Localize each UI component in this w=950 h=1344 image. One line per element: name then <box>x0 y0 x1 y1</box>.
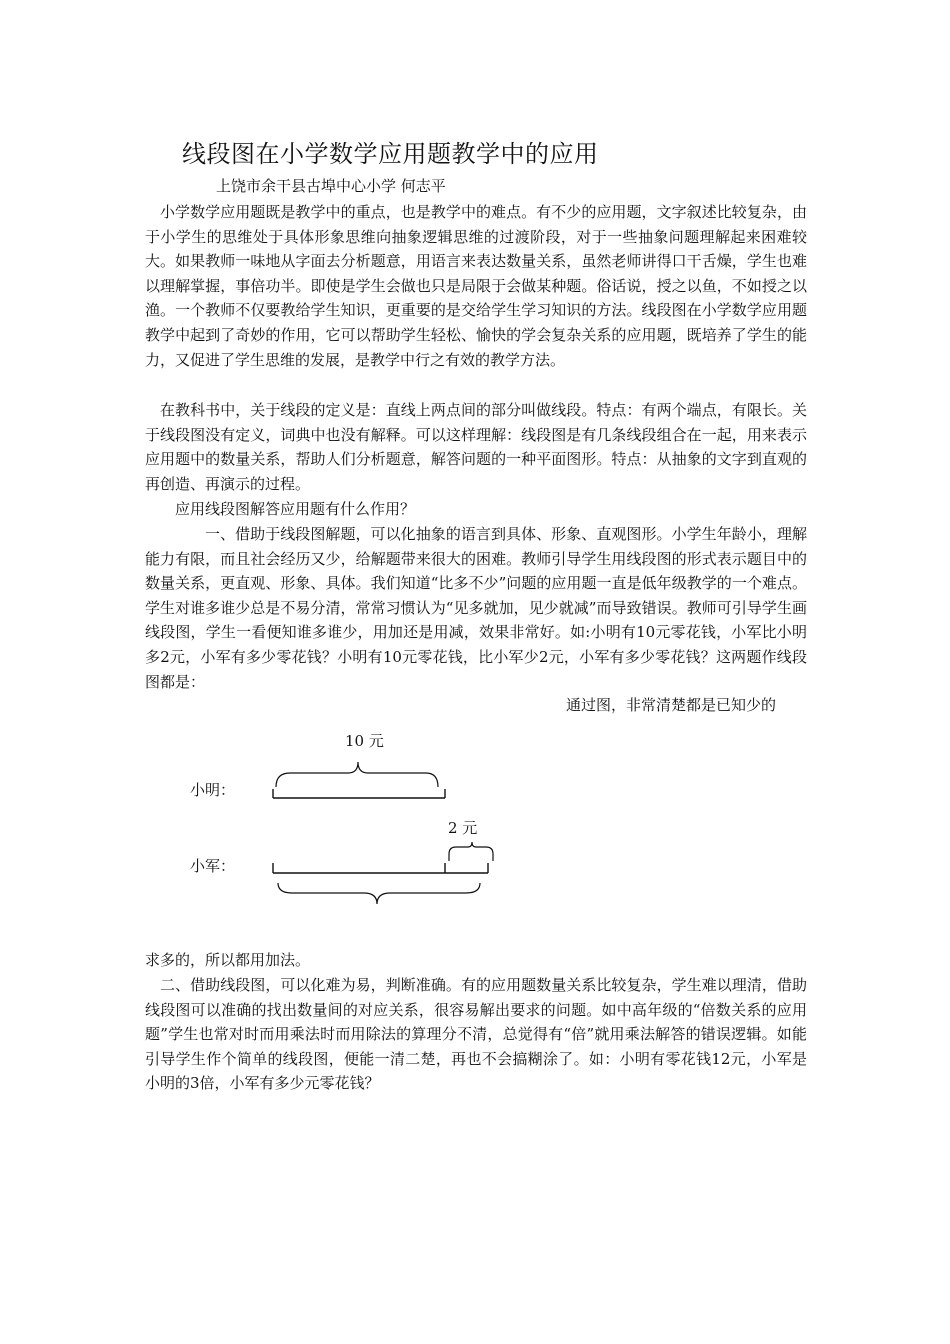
paragraph-definition: 在教科书中，关于线段的定义是：直线上两点间的部分叫做线段。特点：有两个端点，有限长。关于线段图没有定义，词典中也没有解释。可以这样理解：线段图是有几条线段组合在一起，用来表示应用题中的数量关系，帮助人们分析题意，解答问题的一种平面图形。特点：从抽象的文字到直观的再创造、再演示的过程。 <box>145 401 807 493</box>
xiaoming-top-brace <box>276 762 438 787</box>
paragraph-point-two: 二、借助线段图，可以化难为易，判断准确。有的应用题数量关系比较复杂，学生难以理清，借助线段图可以准确的找出数量间的对应关系，很容易解出要求的问题。如中高年级的“倍数关系的应用题”学生也常对时而用乘法时而用除法的算理分不清，总觉得有“倍”就用乘法解答的错误逻辑。如能引导学生作个简单的线段图，便能一清二楚，再也不会搞糊涂了。如：小明有零花钱12元，小军是小明的3倍，小军有多少元零花钱？ <box>145 976 807 1093</box>
paragraph-intro: 小学数学应用题既是教学中的重点，也是教学中的难点。有不少的应用题，文字叙述比较复杂，由于小学生的思维处于具体形象思维向抽象逻辑思维的过渡阶段，对于一些抽象问题理解起来困难较大。如果教师一味地从字面去分析题意，用语言来表达数量关系，虽然老师讲得口干舌燥，学生也难以理解掌握，事倍功半。即使是学生会做也只是局限于会做某种题。俗话说，授之以鱼，不如授之以渔。一个教师不仅要教给学生知识，更重要的是交给学生学习知识的方法。线段图在小学数学应用题教学中起到了奇妙的作用，它可以帮助学生轻松、愉快的学会复杂关系的应用题，既培养了学生的能力，又促进了学生思维的发展，是教学中行之有效的教学方法。 <box>145 203 807 369</box>
xiaojun-label: 小军： <box>190 857 236 875</box>
xiaoming-label: 小明： <box>190 781 236 799</box>
extra-brace <box>449 842 493 861</box>
paragraph-point-one: 一、借助于线段图解题，可以化抽象的语言到具体、形象、直观图形。小学生年龄小，理解能力有限，而且社会经历又少，给解题带来很大的困难。教师引导学生用线段图的形式表示题目中的数量关系，更直观、形象、具体。我们知道“比多不少”问题的应用题一直是低年级教学的一个难点。学生对谁多谁少总是不易分清，常常习惯认为“见多就加，见少就减”而导致错误。教师可引导学生画线段图，学生一看便知谁多谁少，用加还是用减，效果非常好。如:小明有10元零花钱，小军比小明多2元，小军有多少零花钱？小明有10元零花钱，比小军少2元，小军有多少零花钱？这两题作线段图都是： <box>145 525 807 691</box>
extra-amount-label: 2 元 <box>448 819 478 837</box>
line-segment-diagram <box>170 720 530 910</box>
author-line: 上饶市余干县古埠中心小学 何志平 <box>216 177 446 195</box>
paragraph-conclusion: 求多的，所以都用加法。 <box>145 951 311 969</box>
xiaojun-bottom-brace <box>278 883 480 904</box>
diagram-note: 通过图，非常清楚都是已知少的 <box>566 696 777 714</box>
paragraph-question: 应用线段图解答应用题有什么作用？ <box>175 500 416 518</box>
article-title: 线段图在小学数学应用题教学中的应用 <box>182 140 599 168</box>
xiaoming-amount-label: 10 元 <box>345 732 384 750</box>
